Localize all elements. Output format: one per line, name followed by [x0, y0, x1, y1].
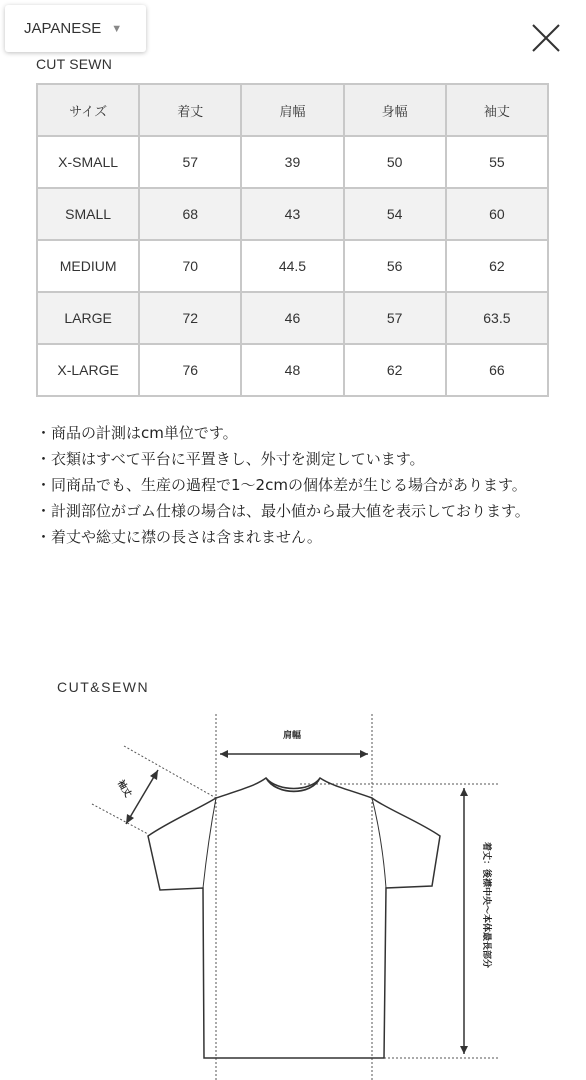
arrow-left-icon	[220, 750, 228, 758]
close-icon	[530, 22, 562, 54]
tshirt-measurement-diagram	[0, 700, 586, 1080]
header-length: 着丈	[139, 84, 241, 136]
size-table	[36, 83, 549, 397]
table-cell: 43	[241, 188, 343, 240]
table-cell: 62	[446, 240, 548, 292]
table-cell: SMALL	[37, 188, 139, 240]
measurement-notes	[36, 420, 566, 550]
language-select-value: JAPANESE	[24, 20, 102, 37]
note-item: ・計測部位がゴム仕様の場合は、最小値から最大値を表示しております。	[36, 502, 530, 520]
table-cell: 50	[344, 136, 446, 188]
table-cell: 39	[241, 136, 343, 188]
header-sleeve: 袖丈	[446, 84, 548, 136]
table-cell: 57	[344, 292, 446, 344]
table-cell: 76	[139, 344, 241, 396]
sleeve-seam-right	[372, 798, 386, 888]
arrow-up-icon	[460, 788, 468, 796]
table-cell: 57	[139, 136, 241, 188]
table-cell: MEDIUM	[37, 240, 139, 292]
note-item: ・着丈や総丈に襟の長さは含まれません。	[36, 528, 322, 546]
table-row	[37, 136, 548, 188]
sleeve-guide-bottom	[92, 804, 148, 834]
table-cell: 55	[446, 136, 548, 188]
note-item: ・商品の計測はcm単位です。	[36, 424, 238, 442]
table-row	[37, 188, 548, 240]
header-shoulder: 肩幅	[241, 84, 343, 136]
table-cell: LARGE	[37, 292, 139, 344]
sleeve-seam-left	[203, 798, 216, 888]
note-item: ・同商品でも、生産の過程で1〜2cmの個体差が生じる場合があります。	[36, 476, 527, 494]
table-cell: 54	[344, 188, 446, 240]
sleeve-label: 袖丈	[114, 778, 133, 800]
note-item: ・衣類はすべて平台に平置きし、外寸を測定しています。	[36, 450, 425, 468]
table-row	[37, 240, 548, 292]
table-cell: 46	[241, 292, 343, 344]
sleeve-guide-top	[124, 746, 216, 798]
table-cell: 60	[446, 188, 548, 240]
arrow-right-icon	[360, 750, 368, 758]
table-row	[37, 344, 548, 396]
table-cell: 62	[344, 344, 446, 396]
table-cell: 63.5	[446, 292, 548, 344]
table-cell: 48	[241, 344, 343, 396]
table-cell: 44.5	[241, 240, 343, 292]
table-header-row	[37, 84, 548, 136]
table-cell: 68	[139, 188, 241, 240]
chevron-down-icon: ▼	[111, 22, 123, 35]
header-chest: 身幅	[344, 84, 446, 136]
diagram-title: CUT&SEWN	[57, 679, 150, 695]
tshirt-outline	[148, 778, 440, 1058]
sleeve-arrow	[126, 770, 158, 824]
table-cell: X-LARGE	[37, 344, 139, 396]
table-cell: 66	[446, 344, 548, 396]
arrow-up-icon	[150, 770, 158, 780]
table-cell: 70	[139, 240, 241, 292]
table-cell: X-SMALL	[37, 136, 139, 188]
language-select[interactable]	[5, 5, 146, 52]
table-cell: 56	[344, 240, 446, 292]
table-cell: 72	[139, 292, 241, 344]
arrow-down-icon	[460, 1046, 468, 1054]
shoulder-label: 肩幅	[282, 731, 302, 741]
section-title: CUT SEWN	[36, 56, 113, 72]
close-button[interactable]	[530, 22, 562, 54]
length-label: 着丈：後襟中央〜本体最長部分	[481, 842, 491, 969]
table-row	[37, 292, 548, 344]
arrow-down-icon	[126, 814, 134, 824]
header-size: サイズ	[37, 84, 139, 136]
